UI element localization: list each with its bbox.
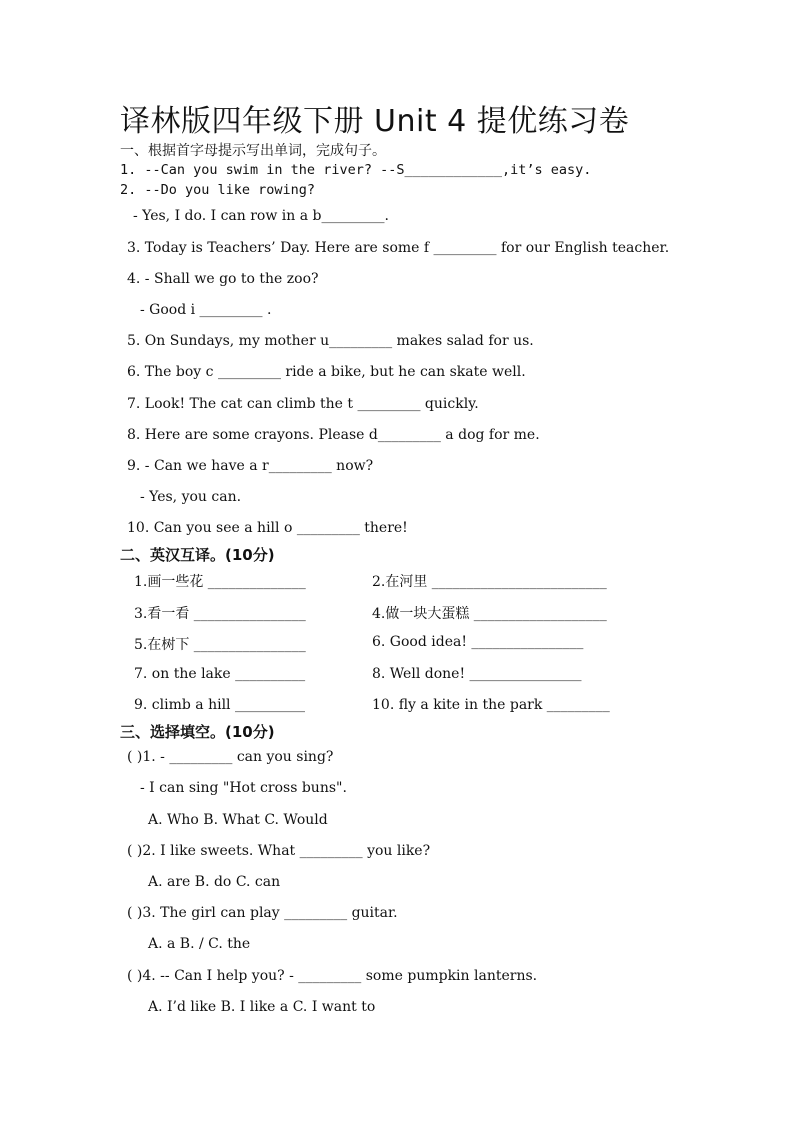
s2-left-3: 5.在树下 ________________ — [134, 637, 306, 653]
s3-q1-options: A. Who B. What C. Would — [148, 812, 328, 828]
s1-item-10: 10. Can you see a hill o _________ there! — [127, 520, 408, 536]
page-title: 译林版四年级下册 Unit 4 提优练习卷 — [120, 104, 630, 139]
s2-right-5: 10. fly a kite in the park _________ — [372, 697, 610, 713]
section3-heading: 三、选择填空。(10分) — [120, 723, 275, 741]
s1-item-5: 5. On Sundays, my mother u_________ makes salad for us. — [127, 333, 534, 349]
s3-q2-options: A. are B. do C. can — [148, 874, 281, 890]
s1-item-4: 4. - Shall we go to the zoo? — [127, 271, 319, 287]
s2-right-4: 8. Well done! ________________ — [372, 666, 582, 682]
s1-item-9: 9. - Can we have a r_________ now? — [127, 458, 374, 474]
s1-item-3: 3. Today is Teachers’ Day. Here are some f _________ for our English teacher. — [127, 240, 670, 256]
s3-q3-options: A. a B. / C. the — [148, 936, 251, 952]
s3-q3: ( )3. The girl can play _________ guitar. — [127, 905, 398, 921]
s3-q4-options: A. I’d like B. I like a C. I want to — [148, 999, 376, 1015]
section1-heading: 一、根据首字母提示写出单词，完成句子。 — [120, 143, 386, 159]
s3-q1: ( )1. - _________ can you sing? — [127, 749, 334, 765]
s1-item-4-answer: - Good i _________ . — [140, 302, 272, 318]
s1-item-2-answer: - Yes, I do. I can row in a b_________. — [133, 208, 389, 224]
s3-q4: ( )4. -- Can I help you? - _________ some pumpkin lanterns. — [127, 968, 538, 984]
s1-item-9-answer: - Yes, you can. — [140, 489, 242, 505]
s2-left-5: 9. climb a hill __________ — [134, 697, 305, 713]
s1-item-6: 6. The boy c _________ ride a bike, but he can skate well. — [127, 364, 526, 380]
s3-q2: ( )2. I like sweets. What _________ you like? — [127, 843, 431, 859]
s2-right-1: 2.在河里 _________________________ — [372, 574, 607, 590]
s1-item-7: 7. Look! The cat can climb the t _________ quickly. — [127, 396, 479, 412]
section2-heading: 二、英汉互译。(10分) — [120, 546, 275, 564]
s1-item-2: 2. --Do you like rowing? — [120, 182, 316, 198]
s2-right-3: 6. Good idea! ________________ — [372, 634, 584, 650]
s1-item-8: 8. Here are some crayons. Please d_________ a dog for me. — [127, 427, 540, 443]
s2-left-2: 3.看一看 ________________ — [134, 606, 306, 622]
s1-item-1: 1. --Can you swim in the river? --S____________,it’s easy. — [120, 162, 592, 178]
s2-left-1: 1.画一些花 ______________ — [134, 574, 306, 590]
s2-left-4: 7. on the lake __________ — [134, 666, 306, 682]
s3-q1-answer: - I can sing "Hot cross buns". — [140, 780, 347, 796]
s2-right-2: 4.做一块大蛋糕 ___________________ — [372, 606, 607, 622]
